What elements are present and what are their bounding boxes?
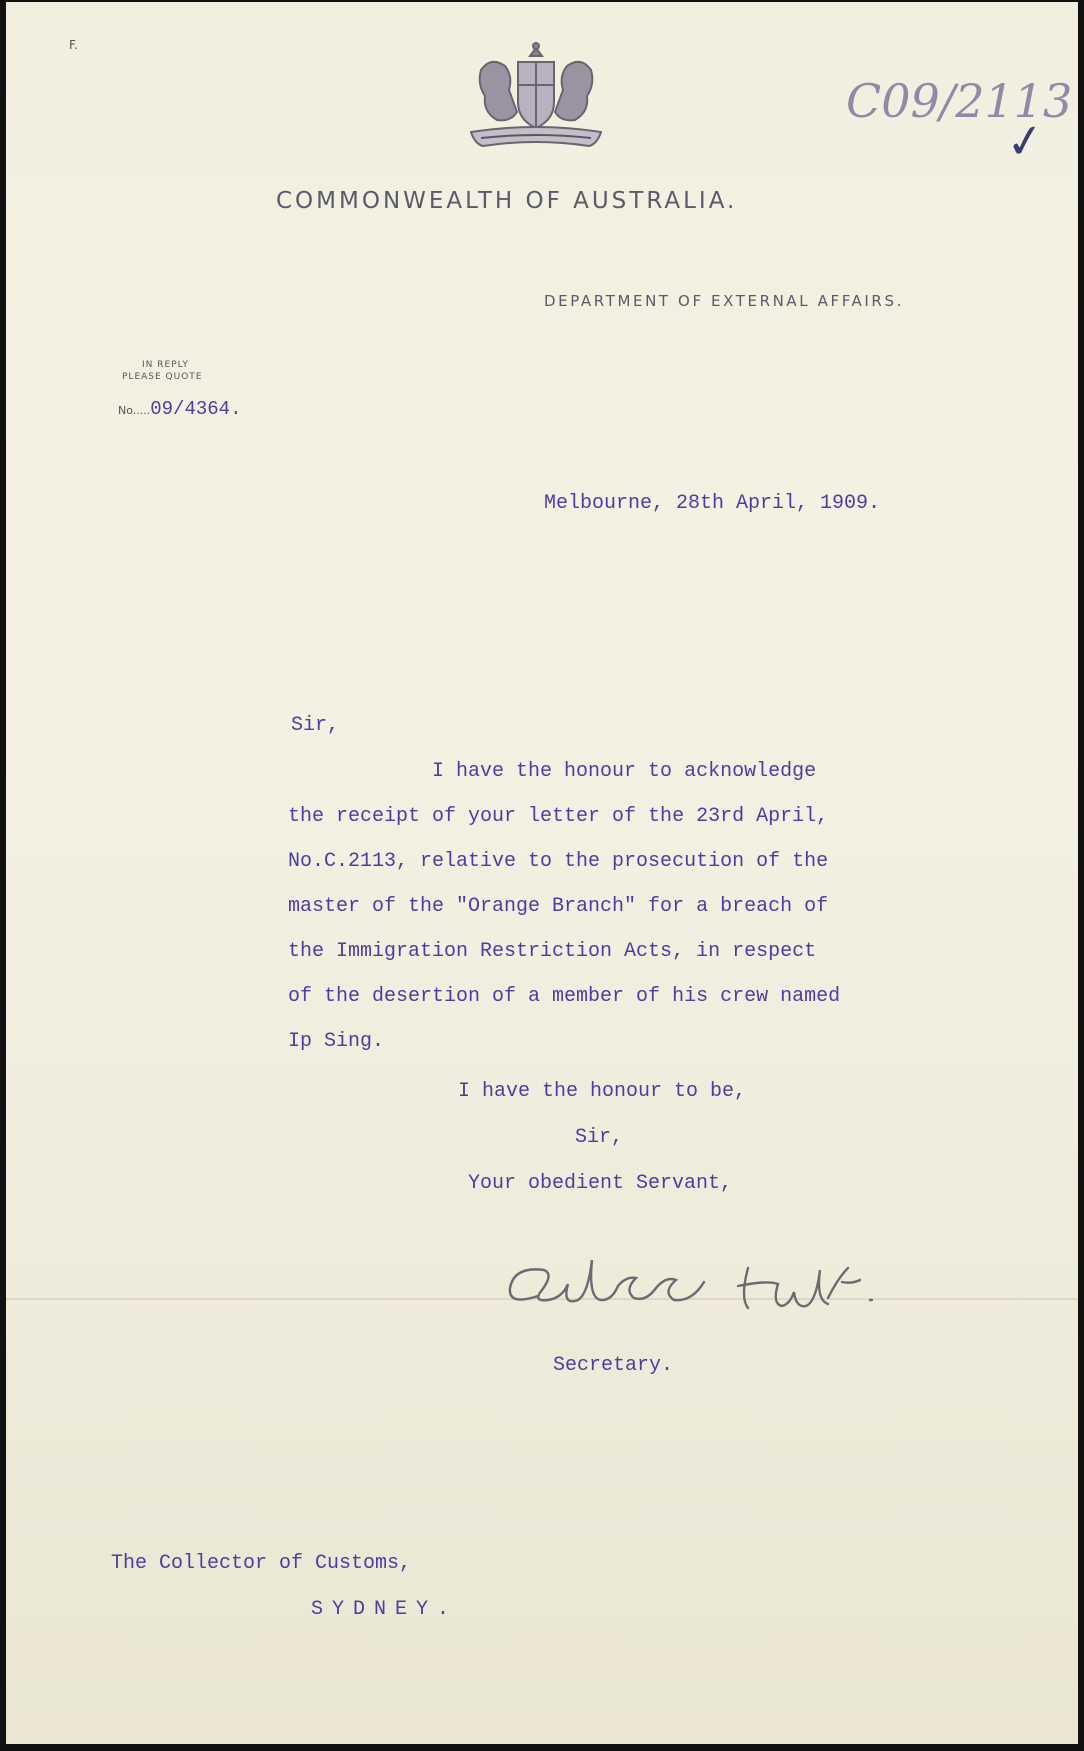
salutation: Sir, bbox=[291, 714, 340, 737]
reference-prefix: No..... bbox=[118, 404, 151, 417]
body-line: Ip Sing. bbox=[288, 1030, 385, 1053]
body-line: the receipt of your letter of the 23rd April, bbox=[288, 805, 829, 828]
reference-value: 09/4364. bbox=[150, 398, 242, 420]
body-line: the Immigration Restriction Acts, in respect bbox=[288, 940, 817, 963]
letterhead-title: COMMONWEALTH OF AUSTRALIA. bbox=[276, 188, 738, 214]
body-line: No.C.2113, relative to the prosecution of the bbox=[288, 850, 829, 873]
reply-instruction-line2: PLEASE QUOTE bbox=[122, 372, 203, 382]
body-line: I have the honour to acknowledge bbox=[288, 760, 817, 783]
body-line: master of the "Orange Branch" for a breach of bbox=[288, 895, 829, 918]
addressee-line1: The Collector of Customs, bbox=[111, 1552, 412, 1575]
letter-page bbox=[6, 2, 1078, 1744]
handwritten-reference: C09/2113 bbox=[846, 74, 1073, 128]
reply-instruction-line1: IN REPLY bbox=[142, 360, 189, 370]
coat-of-arms-icon bbox=[461, 40, 611, 152]
reference-number bbox=[118, 398, 241, 420]
department-name: DEPARTMENT OF EXTERNAL AFFAIRS. bbox=[544, 292, 904, 310]
closing-line: Sir, bbox=[575, 1126, 624, 1149]
body-line: of the desertion of a member of his crew named bbox=[288, 985, 841, 1008]
closing-line: Your obedient Servant, bbox=[468, 1172, 733, 1195]
closing-line: I have the honour to be, bbox=[458, 1080, 747, 1103]
letter-date: Melbourne, 28th April, 1909. bbox=[544, 492, 881, 515]
signatory-title: Secretary. bbox=[553, 1354, 674, 1377]
sheet-letter: F. bbox=[69, 38, 78, 52]
check-mark-icon: ✓ bbox=[1002, 111, 1049, 171]
addressee-line2: SYDNEY. bbox=[311, 1598, 459, 1621]
handwritten-signature bbox=[498, 1238, 898, 1328]
